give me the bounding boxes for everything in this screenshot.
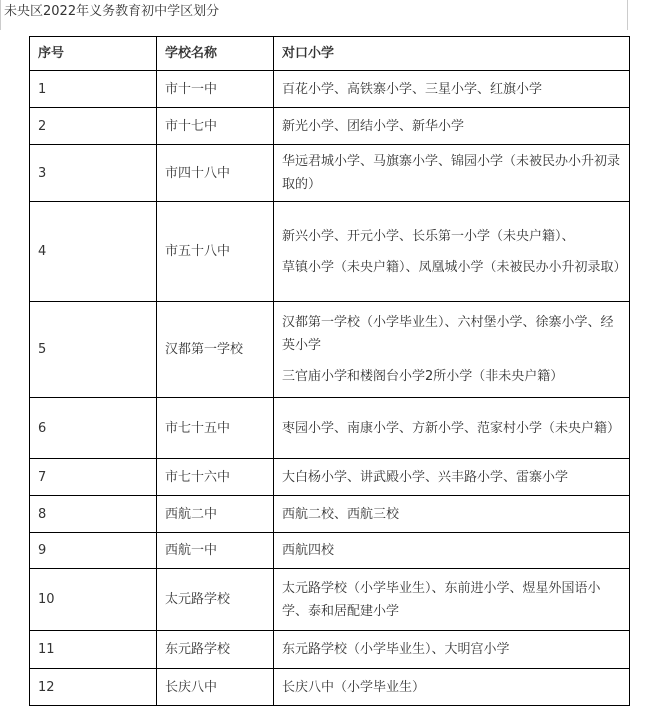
cell-primary-schools [274, 459, 630, 496]
header-no: 序号 [30, 37, 157, 71]
cell-school: 西航一中 [157, 533, 274, 569]
cell-primary-schools [274, 145, 630, 202]
cell-no: 1 [30, 71, 157, 108]
cell-no: 4 [30, 202, 157, 302]
cell-no: 3 [30, 145, 157, 202]
cell-school: 市五十八中 [157, 202, 274, 302]
cell-no: 9 [30, 533, 157, 569]
cell-primary-schools [274, 108, 630, 145]
primary-schools-text: 东元路学校（小学毕业生）、大明宫小学 [282, 642, 510, 657]
frame-right-edge [627, 0, 628, 30]
table-row [30, 202, 630, 302]
cell-school: 市七十六中 [157, 459, 274, 496]
header-school: 学校名称 [157, 37, 274, 71]
primary-schools-text: 枣园小学、南康小学、方新小学、范家村小学（未央户籍） [282, 420, 621, 436]
cell-school: 市十七中 [157, 108, 274, 145]
cell-school: 西航二中 [157, 496, 274, 533]
cell-primary-schools [274, 631, 630, 669]
cell-no: 10 [30, 569, 157, 631]
cell-primary-schools [274, 569, 630, 631]
primary-schools-text: 太元路学校（小学毕业生）、东前进小学、煜星外国语小学、泰和居配建小学 [282, 580, 601, 619]
primary-schools-text: 华远君城小学、马旗寨小学、锦园小学（未被民办小升初录取的） [282, 154, 621, 192]
primary-schools-text: 大白杨小学、讲武殿小学、兴丰路小学、雷寨小学 [282, 469, 569, 485]
cell-school: 市十一中 [157, 71, 274, 108]
cell-no: 8 [30, 496, 157, 533]
cell-school: 太元路学校 [157, 569, 274, 631]
page-title: 未央区2022年义务教育初中学区划分 [4, 4, 220, 19]
frame-left-edge [0, 0, 1, 30]
cell-no: 12 [30, 669, 157, 706]
cell-primary-schools [274, 669, 630, 706]
cell-school: 市七十五中 [157, 398, 274, 459]
table-row [30, 496, 630, 533]
primary-schools-text: 西航二校、西航三校 [282, 506, 400, 522]
cell-school: 汉都第一学校 [157, 302, 274, 398]
cell-school: 长庆八中 [157, 669, 274, 706]
table-row [30, 459, 630, 496]
primary-schools-text: 新光小学、团结小学、新华小学 [282, 118, 465, 134]
primary-schools-text: 新兴小学、开元小学、长乐第一小学（未央户籍）、 [282, 228, 575, 244]
cell-no: 5 [30, 302, 157, 398]
cell-primary-schools [274, 496, 630, 533]
table-row [30, 569, 630, 631]
primary-schools-text: 长庆八中（小学毕业生） [282, 679, 426, 695]
table-row [30, 533, 630, 569]
district-table [29, 36, 630, 706]
table-row [30, 398, 630, 459]
table-row [30, 631, 630, 669]
cell-primary-schools [274, 202, 630, 302]
table-row [30, 71, 630, 108]
cell-primary-schools [274, 302, 630, 398]
primary-schools-text: 草镇小学（未央户籍）、凤凰城小学（未被民办小升初录取） [282, 259, 627, 275]
cell-no: 7 [30, 459, 157, 496]
cell-primary-schools [274, 71, 630, 108]
primary-schools-text: 三官庙小学和楼阁台小学2所小学（非未央户籍） [282, 369, 564, 384]
cell-no: 11 [30, 631, 157, 669]
cell-school: 东元路学校 [157, 631, 274, 669]
primary-schools-text: 百花小学、高铁寨小学、三星小学、红旗小学 [282, 81, 543, 97]
primary-schools-text: 西航四校 [282, 543, 335, 558]
cell-no: 6 [30, 398, 157, 459]
cell-no: 2 [30, 108, 157, 145]
table-header-row [30, 37, 630, 71]
primary-schools-text: 汉都第一学校（小学毕业生）、六村堡小学、徐寨小学、经英小学 [282, 315, 614, 353]
cell-primary-schools [274, 533, 630, 569]
cell-primary-schools [274, 398, 630, 459]
table-row [30, 669, 630, 706]
cell-school: 市四十八中 [157, 145, 274, 202]
table-row [30, 108, 630, 145]
table-row [30, 302, 630, 398]
header-primary: 对口小学 [274, 37, 630, 71]
table-row [30, 145, 630, 202]
